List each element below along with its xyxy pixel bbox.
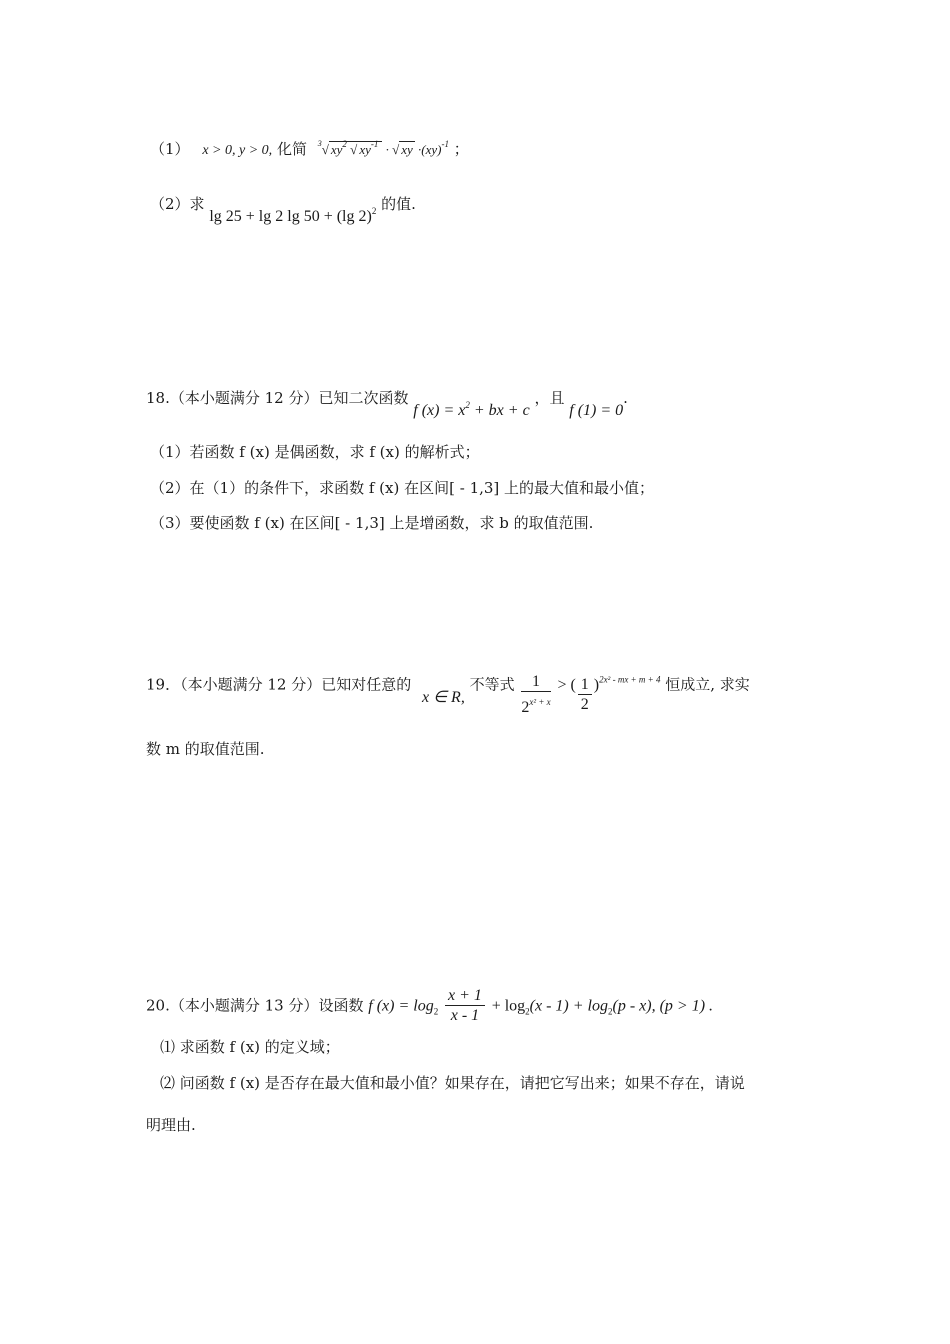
p17-part1-condition: x > 0, y > 0, — [202, 143, 273, 158]
p18-condition: f (1) = 0 — [569, 402, 624, 419]
p18-q2: （2）在（1）的条件下，求函数 f (x) 在区间[ - 1,3] 上的最大值和最小值； — [150, 479, 655, 497]
p17-part2-label: （2）求 — [150, 195, 205, 213]
p17-part2 — [150, 188, 416, 225]
p17-part2-expression: lg 25 + lg 2 lg 50 + (lg 2) — [209, 208, 372, 225]
p18-head — [146, 382, 628, 419]
p19-tail: 恒成立, 求实 — [665, 675, 750, 694]
p20-q2: ⑵ 问函数 f (x) 是否存在最大值和最小值？如果存在，请把它写出来；如果不存在，请说 — [160, 1074, 745, 1092]
p18-q3: （3）要使函数 f (x) 在区间[ - 1,3] 上是增函数，求 b 的取值范围. — [150, 514, 594, 532]
p20-head — [146, 987, 713, 1026]
p19-fraction-left: $\frac{1}{2^{x^2 + x}}$ — [521, 673, 551, 716]
p19-head-text: 19．（本小题满分 12 分）已知对任意的 — [146, 675, 412, 694]
p19-head — [146, 663, 750, 716]
p20-arg1: (x - 1) + log — [529, 997, 608, 1015]
p19-exponent: 2x² - mx + m + 4 — [599, 674, 661, 685]
p20-head-text: 20.（本小题满分 13 分）设函数 — [146, 996, 364, 1015]
p20-q2-cont: 明理由. — [146, 1116, 196, 1134]
p19-text: 不等式 — [469, 675, 515, 694]
p17-part2-exponent: 2 — [371, 206, 377, 216]
p17-part2-text: 的值. — [381, 195, 416, 213]
p18-head-text: 18.（本小题满分 12 分）已知二次函数 — [146, 389, 409, 407]
p20-fraction: $\frac{x + 1}{x - 1}$ — [445, 987, 485, 1026]
p20-q1: ⑴ 求函数 f (x) 的定义域； — [160, 1038, 340, 1056]
p18-function-def: f $(x) = x^2$ + bx + c — [413, 400, 530, 419]
p18-mid: ，且 — [534, 389, 565, 407]
p17-part1-end: ； — [453, 140, 469, 158]
p19-line2: 数 m 的取值范围. — [146, 740, 265, 758]
p19-condition: x ∈ R, — [422, 688, 465, 706]
p19-greater-than: > ( — [557, 676, 576, 694]
p17-part1-label: （1） — [150, 140, 190, 158]
p19-fraction-right: $\frac{1}{2}$ — [578, 676, 592, 715]
p20-log-base-2: 2 — [525, 1006, 530, 1017]
p19-close-paren: ) — [593, 676, 600, 694]
p20-log-base-1: 2 — [433, 1006, 439, 1017]
p18-q1: （1）若函数 f (x) 是偶函数，求 f (x) 的解析式； — [150, 443, 480, 461]
p20-log2: + log — [491, 997, 526, 1015]
p20-fx: f (x) = log — [368, 997, 434, 1015]
p17-part1 — [150, 133, 469, 162]
p17-part1-text: 化简 — [276, 140, 307, 158]
p20-log-base-3: 2 — [607, 1006, 613, 1017]
p20-arg2: (p - x), (p > 1) . — [612, 997, 714, 1015]
p18-end: . — [623, 389, 628, 407]
p17-radical-expression: $^3$√ $xy^2$ √ $xy^{-1}$ · √ xy ·(xy)$^{-1}$ — [317, 139, 449, 157]
